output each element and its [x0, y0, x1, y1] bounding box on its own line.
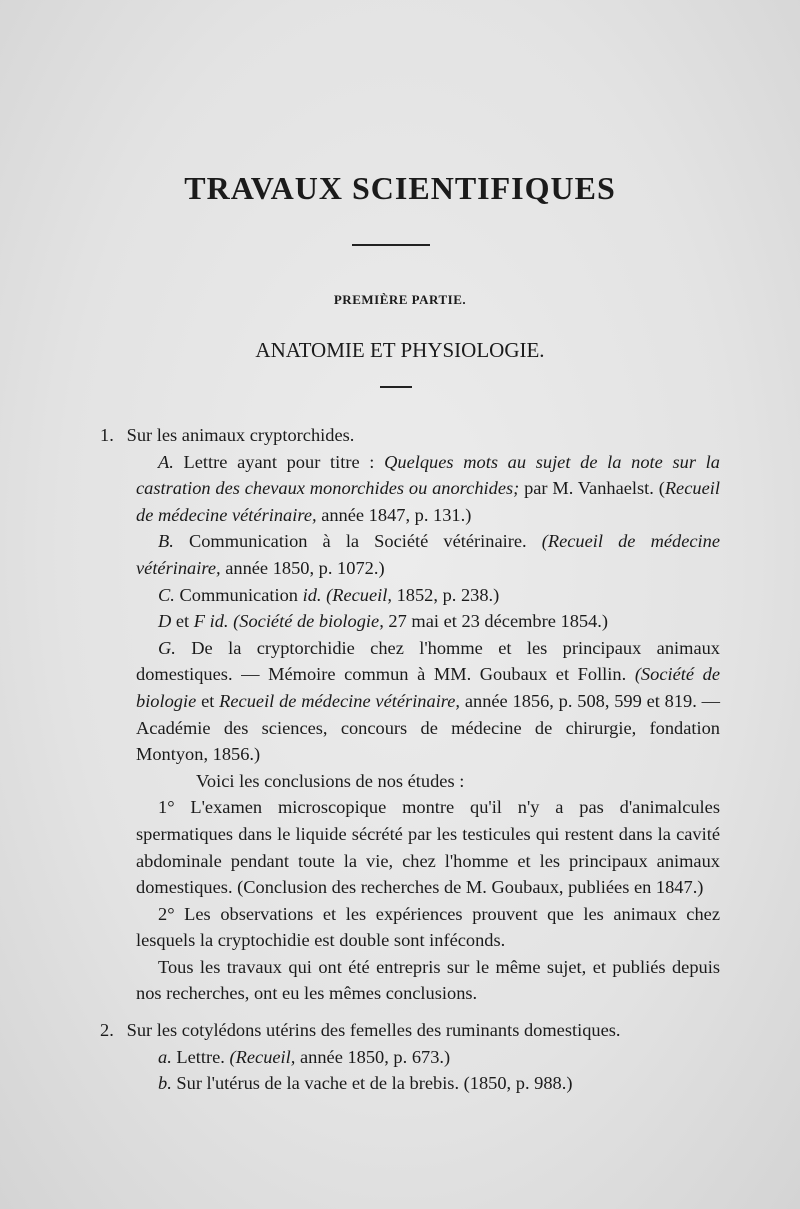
entry-italic-title: Quelques mots au sujet de la note sur la castration des chevaux monorchides ou anorchides;: [136, 451, 720, 499]
entry-label: B.: [158, 531, 174, 552]
conclusion-1: 1° L'examen microscopique montre qu'il n'y a pas d'animalcules spermatiques dans le liquide sécrété par les testicules qui restent dans la cavité abdominale pendant toute la vie, chez l'homme et les principaux animaux domestiques. (Conclusion des recherches de M. Goubaux, publiées en 1847.): [136, 797, 720, 898]
entry-ref: (Société de biologie,: [233, 611, 384, 632]
entry-label: D: [158, 611, 172, 632]
entry-label: F: [193, 611, 206, 632]
entry-b: [100, 528, 720, 581]
entry-d-f: [100, 608, 720, 635]
item-number: 1.: [100, 425, 114, 445]
entry-text: Communication à la Société vétérinaire.: [188, 531, 527, 552]
entry-text: Lettre ayant pour titre :: [183, 451, 375, 472]
page-title: TRAVAUX SCIENTIFIQUES: [184, 170, 616, 206]
entry-id: id.: [209, 611, 229, 632]
entry-label: b.: [158, 1073, 172, 1094]
entry-text: et: [201, 690, 215, 711]
item-title: Sur les animaux cryptorchides.: [126, 425, 355, 445]
body-text: [100, 422, 720, 1097]
entry-ref-detail: année 1850, p. 673.): [299, 1046, 451, 1067]
entry-ref: Recueil de médecine vétérinaire,: [219, 690, 461, 711]
entry-a-lower: [100, 1044, 720, 1071]
conclusion-2: 2° Les observations et les expériences prouvent que les animaux chez lesquels la cryptochidie est double sont inféconds.: [136, 903, 720, 951]
item-number: 2.: [100, 1020, 114, 1041]
entry-ref-detail: année 1856, p. 508, 599 et 819. — Académie des sciences, concours de médecine de chirurgie, fondation Montyon, 1856.): [136, 690, 720, 765]
conclusion-3: Tous les travaux qui ont été entrepris sur le même sujet, et publiés depuis nos recherches, ont eu les mêmes conclusions.: [136, 956, 720, 1004]
conclusions-intro: Voici les conclusions de nos études :: [196, 770, 465, 791]
entry-text: Communication: [179, 584, 298, 605]
entry-ref: Recueil de médecine vétérinaire,: [136, 478, 720, 525]
item-2-heading: [100, 1017, 720, 1044]
item-1-heading: [100, 422, 720, 449]
entry-text: par M. Vanhaelst.: [524, 478, 654, 499]
entry-label: G.: [158, 637, 176, 658]
entry-ref-detail: année 1847, p. 131.): [321, 504, 472, 525]
entry-ref: (Recueil,: [326, 584, 392, 605]
entry-paren: (: [658, 478, 665, 499]
spacer: [100, 1007, 720, 1017]
entry-b-lower: [100, 1070, 720, 1097]
entry-ref-detail: 1852, p. 238.): [396, 584, 500, 605]
entry-label: a.: [158, 1046, 172, 1067]
entry-ref: (Société de biologie: [136, 664, 720, 711]
section-heading: ANATOMIE ET PHYSIOLOGIE.: [255, 338, 545, 362]
entry-c: [100, 582, 720, 609]
entry-ref-detail: 27 mai et 23 décembre 1854.): [388, 611, 608, 632]
title-rule: [352, 244, 430, 246]
entry-text: Lettre.: [176, 1046, 225, 1067]
entry-ref: (Recueil,: [229, 1046, 296, 1067]
section-rule: [380, 386, 412, 388]
entry-text: Sur l'utérus de la vache et de la brebis. (1850, p. 988.): [176, 1073, 573, 1094]
entry-ref: (Recueil de médecine vétérinaire,: [136, 531, 720, 578]
entry-ref-detail: année 1850, p. 1072.): [225, 557, 385, 578]
entry-label: A.: [158, 451, 174, 472]
entry-text: et: [175, 611, 190, 632]
entry-text: De la cryptorchidie chez l'homme et les principaux animaux domestiques. — Mémoire commun à MM. Goubaux et Follin.: [136, 637, 720, 685]
part-heading: PREMIÈRE PARTIE.: [333, 292, 467, 307]
entry-id: id.: [302, 584, 322, 605]
item-title: Sur les cotylédons utérins des femelles des ruminants domestiques.: [126, 1020, 621, 1041]
entry-label: C.: [158, 584, 175, 605]
entry-a: [100, 449, 720, 529]
entry-g: [100, 635, 720, 768]
